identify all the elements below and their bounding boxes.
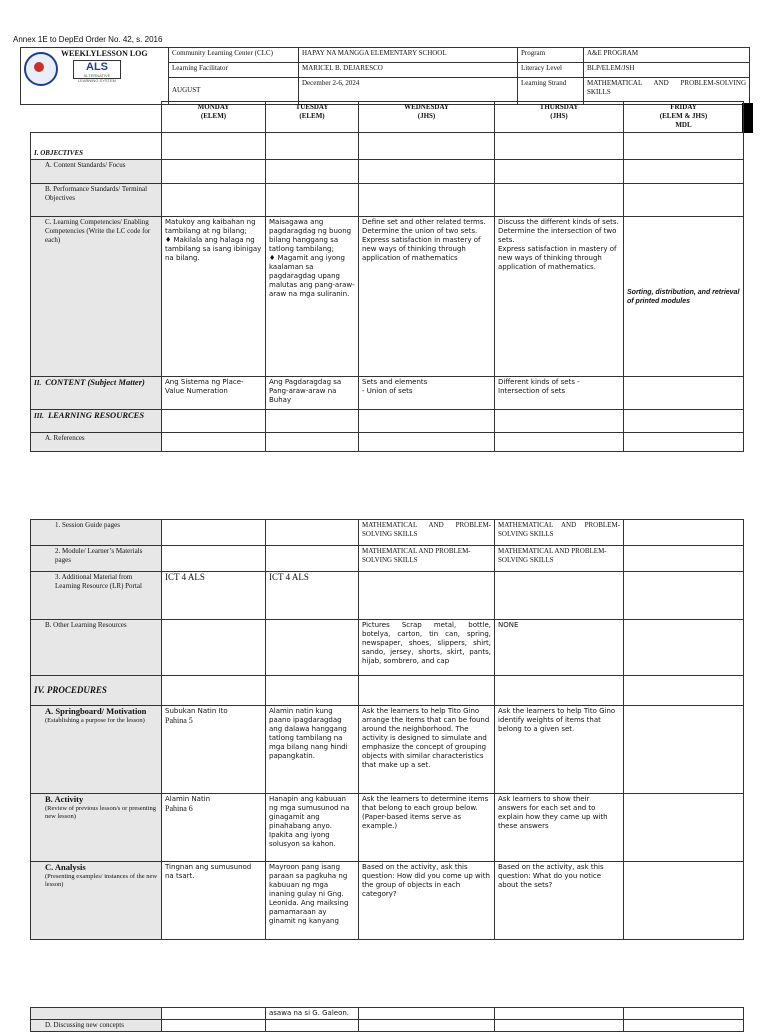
clc-value: HAPAY NA MANGGA ELEMENTARY SCHOOL [299, 48, 518, 63]
analysis-thursday: Based on the activity, ask this question: What do you notice about the sets? [495, 862, 624, 940]
session-wednesday: MATHEMATICAL AND PROBLEM-SOLVING SKILLS [359, 520, 495, 546]
objectives-heading: I. OBJECTIVES [31, 133, 162, 160]
obj-tuesday: Maisagawa ang pagdaragdag ng buong bilang hanggang sa tatlong tambilang; ♦ Magamit ang iyong kaalaman sa pagdaragdag upang malutas ang pang-araw-araw na mga suliranin. [266, 217, 359, 377]
day-wednesday: WEDNESDAY (JHS) [359, 102, 495, 133]
springboard-monday: Subukan Natin Ito Pahina 5 [162, 706, 266, 794]
session-thursday: MATHEMATICAL AND PROBLEM-SOLVING SKILLS [495, 520, 624, 546]
springboard-wednesday: Ask the learners to help Tito Gino arrange the items that can be found around the neighborhood. The activity is designed to simulate and emphasize the concept of grouping objects with similar characteristics that make up a set. [359, 706, 495, 794]
resources-label: III. LEARNING RESOURCES [31, 410, 162, 433]
springboard-label: A. Springboard/ Motivation (Establishing a purpose for the lesson) [31, 706, 162, 794]
analysis-monday: Tingnan ang sumusunod na tsart. [162, 862, 266, 940]
module-wednesday: MATHEMATICAL AND PROBLEM-SOLVING SKILLS [359, 546, 495, 572]
other-thursday: NONE [495, 620, 624, 676]
additional-monday: ICT 4 ALS [162, 572, 266, 620]
springboard-thursday: Ask the learners to help Tito Gino identify weights of items that belong to a given set. [495, 706, 624, 794]
literacy-value: BLP/ELEM/JSH [584, 62, 750, 77]
clc-label: Community Learning Center (CLC) [169, 48, 299, 63]
other-wednesday: Pictures Scrap metal, bottle, botelya, carton, tin can, spring, newspaper, shoes, slippers, shirt, sando, jersey, shorts, skirt, pants, hijab, sombrero, and cap [359, 620, 495, 676]
program-value: A&E PROGRAM [584, 48, 750, 63]
analysis-wednesday: Based on the activity, ask this question: How did you come up with the group of objects in each category? [359, 862, 495, 940]
session-guide-label: 1. Session Guide pages [31, 520, 162, 546]
content-wednesday: Sets and elements - Union of sets [359, 377, 495, 410]
activity-label: B. Activity (Review of previous lesson/s or presenting new lesson) [31, 794, 162, 862]
day-thursday: THURSDAY (JHS) [495, 102, 624, 133]
additional-material-label: 3. Additional Material from Learning Resource (LR) Portal [31, 572, 162, 620]
competencies-label: C. Learning Competencies/ Enabling Competencies (Write the LC code for each) [31, 217, 162, 377]
analysis-label: C. Analysis (Presenting examples/ instances of the new lesson) [31, 862, 162, 940]
content-standards-label: A. Content Standards/ Focus [31, 160, 162, 184]
month: AUGUST [169, 77, 299, 104]
day-tuesday: TUESDAY (ELEM) [266, 102, 359, 133]
objectives-table [30, 101, 744, 452]
procedures-heading: IV. PROCEDURES [31, 676, 162, 706]
module-thursday: MATHEMATICAL AND PROBLEM-SOLVING SKILLS [495, 546, 624, 572]
obj-wednesday: Define set and other related terms. Determine the union of two sets. Express satisfaction in mastery of new ways of thinking through application of mathematics [359, 217, 495, 377]
content-thursday: Different kinds of sets - Intersection of sets [495, 377, 624, 410]
other-resources-label: B. Other Learning Resources [31, 620, 162, 676]
content-tuesday: Ang Pagdaragdag sa Pang-araw-araw na Buhay [266, 377, 359, 410]
activity-wednesday: Ask the learners to determine items that belong to each group below. (Paper-based items serve as example.) [359, 794, 495, 862]
obj-friday: Sorting, distribution, and retrieval of printed modules [624, 217, 744, 377]
log-title: WEEKLYLESSON LOG [61, 49, 148, 58]
activity-tuesday: Hanapin ang kabuuan ng mga sumusunod na ginagamit ang pinahabang anyo. Ipakita ang iyong solusyon sa kahon. [266, 794, 359, 862]
logo-cell [21, 48, 169, 105]
day-monday: MONDAY (ELEM) [162, 102, 266, 133]
annex-reference: Annex 1E to DepEd Order No. 42, s. 2016 [13, 35, 163, 44]
discussing-label: D. Discussing new concepts [31, 1020, 162, 1032]
activity-monday: Alamin Natin Pahina 6 [162, 794, 266, 862]
obj-monday: Matukoy ang kaibahan ng tambilang at ng bilang; ♦ Makilala ang halaga ng tambilang sa isang ibinigay na bilang. [162, 217, 266, 377]
content-monday: Ang Sistema ng Place-Value Numeration [162, 377, 266, 410]
program-label: Program [518, 48, 584, 63]
header-table [20, 47, 750, 105]
continuation-table [30, 1007, 744, 1032]
references-label: A. References [31, 433, 162, 452]
additional-tuesday: ICT 4 ALS [266, 572, 359, 620]
obj-thursday: Discuss the different kinds of sets. Determine the intersection of two sets. Express satisfaction in mastery of new ways of thinking through application of mathematics. [495, 217, 624, 377]
strand-value: MATHEMATICAL AND PROBLEM-SOLVING SKILLS [584, 77, 750, 104]
day-friday: FRIDAY (ELEM & JHS) MDL [624, 102, 744, 133]
deped-seal-icon [24, 52, 58, 86]
dates: December 2-6, 2024 [299, 77, 518, 104]
performance-standards-label: B. Performance Standards/ Terminal Objectives [31, 184, 162, 217]
continuation-tuesday: asawa na si G. Galeon. [266, 1008, 359, 1020]
springboard-tuesday: Alamin natin kung paano ipagdaragdag ang dalawa hanggang tatlong tambilang na mga bilang nang hindi papangkatin. [266, 706, 359, 794]
literacy-label: Literacy Level [518, 62, 584, 77]
activity-thursday: Ask learners to show their answers for each set and to explain how they came up with these answers [495, 794, 624, 862]
module-label: 2. Module/ Learner’s Materials pages [31, 546, 162, 572]
procedures-table [30, 519, 744, 940]
analysis-tuesday: Mayroon pang isang paraan sa pagkuha ng kabuuan ng mga inaning gulay ni Gng. Leonida. Ang maiksing pamamaraan ay ginamit ng kanyang [266, 862, 359, 940]
als-logo: ALS ALTERNATIVE LEARNING SYSTEM [73, 60, 121, 79]
content-label: II. CONTENT (Subject Matter) [31, 377, 162, 410]
facilitator-value: MARICEL B. DEJARESCO [299, 62, 518, 77]
strand-label: Learning Strand [518, 77, 584, 104]
facilitator-label: Learning Facilitator [169, 62, 299, 77]
